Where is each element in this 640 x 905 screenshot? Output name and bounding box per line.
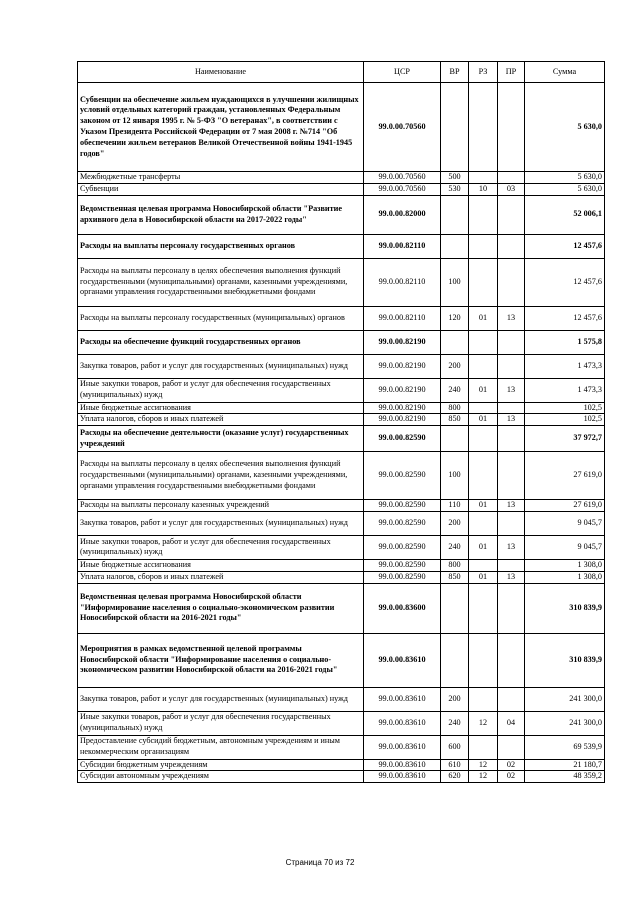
row-name: Иные бюджетные ассигнования [78, 402, 364, 414]
row-rz: 01 [469, 500, 498, 512]
row-pr [498, 402, 525, 414]
row-vr [441, 583, 469, 633]
row-pr: 02 [498, 759, 525, 771]
header-rz: РЗ [469, 62, 498, 83]
row-csr: 99.0.00.82590 [364, 500, 441, 512]
row-vr: 240 [441, 711, 469, 735]
row-pr [498, 452, 525, 500]
row-csr: 99.0.00.83610 [364, 735, 441, 759]
row-name: Мероприятия в рамках ведомственной целевой программы Новосибирской области "Информирование населения о социально-экономическом развитии Новосибирской области на 2016-2021 годы" [78, 633, 364, 687]
row-name: Иные закупки товаров, работ и услуг для обеспечения государственных (муниципальных) нужд [78, 711, 364, 735]
row-sum: 1 575,8 [525, 330, 605, 354]
row-rz [469, 354, 498, 378]
row-csr: 99.0.00.82590 [364, 511, 441, 535]
row-name: Уплата налогов, сборов и иных платежей [78, 571, 364, 583]
header-vr: ВР [441, 62, 469, 83]
row-pr [498, 511, 525, 535]
table-row [78, 83, 605, 172]
row-sum: 310 839,9 [525, 633, 605, 687]
row-rz [469, 426, 498, 452]
row-pr: 13 [498, 378, 525, 402]
row-vr: 240 [441, 378, 469, 402]
row-vr: 120 [441, 306, 469, 330]
row-vr: 500 [441, 172, 469, 184]
row-name: Закупка товаров, работ и услуг для государственных (муниципальных) нужд [78, 687, 364, 711]
row-rz [469, 452, 498, 500]
row-pr [498, 195, 525, 234]
row-csr: 99.0.00.82110 [364, 234, 441, 258]
row-name: Субвенции на обеспечение жильем нуждающихся в улучшении жилищных условий отдельных категорий граждан, установленных Федеральным законом от 12 января 1995 г. № 5-ФЗ "О ветеранах", в соответствии с Указом Президента Российской Федерации от 7 мая 2008 г. №714 "Об обеспечении жильем ветеранов Великой Отечественной войны 1941-1945 годов" [78, 83, 364, 172]
row-pr: 13 [498, 414, 525, 426]
table-row [78, 771, 605, 783]
row-csr: 99.0.00.82590 [364, 559, 441, 571]
row-csr: 99.0.00.82190 [364, 402, 441, 414]
table-row [78, 195, 605, 234]
row-csr: 99.0.00.82590 [364, 426, 441, 452]
row-rz [469, 559, 498, 571]
row-vr: 850 [441, 571, 469, 583]
row-pr [498, 426, 525, 452]
budget-table [77, 61, 605, 783]
row-pr [498, 687, 525, 711]
row-rz [469, 687, 498, 711]
row-vr: 600 [441, 735, 469, 759]
row-vr: 620 [441, 771, 469, 783]
row-sum: 5 630,0 [525, 83, 605, 172]
row-pr [498, 234, 525, 258]
row-pr: 13 [498, 571, 525, 583]
row-rz: 12 [469, 759, 498, 771]
header-name: Наименование [78, 62, 364, 83]
row-pr: 13 [498, 500, 525, 512]
row-pr: 13 [498, 306, 525, 330]
table-row [78, 378, 605, 402]
row-csr: 99.0.00.82590 [364, 571, 441, 583]
row-csr: 99.0.00.82590 [364, 452, 441, 500]
row-vr: 800 [441, 402, 469, 414]
row-sum: 1 473,3 [525, 378, 605, 402]
table-row [78, 306, 605, 330]
row-csr: 99.0.00.70560 [364, 83, 441, 172]
row-rz [469, 511, 498, 535]
row-csr: 99.0.00.82190 [364, 378, 441, 402]
row-vr [441, 426, 469, 452]
row-name: Расходы на выплаты персоналу казенных учреждений [78, 500, 364, 512]
row-rz [469, 330, 498, 354]
table-header-row [78, 62, 605, 83]
row-pr [498, 258, 525, 306]
row-sum: 52 006,1 [525, 195, 605, 234]
row-rz: 01 [469, 306, 498, 330]
row-sum: 310 839,9 [525, 583, 605, 633]
row-sum: 27 619,0 [525, 452, 605, 500]
table-row [78, 452, 605, 500]
row-pr [498, 172, 525, 184]
row-name: Предоставление субсидий бюджетным, автономным учреждениям и иным некоммерческим организациям [78, 735, 364, 759]
row-pr [498, 559, 525, 571]
row-name: Расходы на выплаты персоналу в целях обеспечения выполнения функций государственными (муниципальными) органами, казенными учреждениями, органами управления государственными внебюджетными фондами [78, 258, 364, 306]
row-sum: 5 630,0 [525, 183, 605, 195]
row-csr: 99.0.00.83610 [364, 771, 441, 783]
table-row [78, 258, 605, 306]
row-sum: 27 619,0 [525, 500, 605, 512]
row-rz [469, 234, 498, 258]
table-row [78, 759, 605, 771]
table-row [78, 426, 605, 452]
row-sum: 9 045,7 [525, 511, 605, 535]
row-csr: 99.0.00.82000 [364, 195, 441, 234]
row-sum: 102,5 [525, 414, 605, 426]
row-csr: 99.0.00.70560 [364, 183, 441, 195]
row-pr: 13 [498, 535, 525, 559]
row-sum: 12 457,6 [525, 234, 605, 258]
table-row [78, 535, 605, 559]
row-pr [498, 633, 525, 687]
row-csr: 99.0.00.83610 [364, 711, 441, 735]
header-csr: ЦСР [364, 62, 441, 83]
table-row [78, 711, 605, 735]
row-vr [441, 633, 469, 687]
row-name: Расходы на выплаты персоналу в целях обеспечения выполнения функций государственными (муниципальными) органами, казенными учреждениями, органами управления государственными внебюджетными фондами [78, 452, 364, 500]
table-row [78, 414, 605, 426]
row-rz: 01 [469, 535, 498, 559]
row-pr: 03 [498, 183, 525, 195]
row-vr: 200 [441, 687, 469, 711]
row-rz: 01 [469, 571, 498, 583]
row-csr: 99.0.00.82110 [364, 306, 441, 330]
table-row [78, 687, 605, 711]
row-pr: 02 [498, 771, 525, 783]
row-pr [498, 354, 525, 378]
row-name: Уплата налогов, сборов и иных платежей [78, 414, 364, 426]
row-vr [441, 234, 469, 258]
header-sum: Сумма [525, 62, 605, 83]
row-rz: 01 [469, 414, 498, 426]
row-name: Субвенции [78, 183, 364, 195]
row-sum: 5 630,0 [525, 172, 605, 184]
row-name: Субсидии автономным учреждениям [78, 771, 364, 783]
row-sum: 241 300,0 [525, 687, 605, 711]
row-rz [469, 172, 498, 184]
row-vr: 850 [441, 414, 469, 426]
row-vr: 240 [441, 535, 469, 559]
row-name: Расходы на выплаты персоналу государственных (муниципальных) органов [78, 306, 364, 330]
row-csr: 99.0.00.83610 [364, 687, 441, 711]
header-pr: ПР [498, 62, 525, 83]
row-name: Расходы на обеспечение функций государственных органов [78, 330, 364, 354]
row-csr: 99.0.00.82190 [364, 330, 441, 354]
row-sum: 48 359,2 [525, 771, 605, 783]
row-vr: 110 [441, 500, 469, 512]
table-row [78, 559, 605, 571]
row-sum: 37 972,7 [525, 426, 605, 452]
row-rz [469, 402, 498, 414]
row-vr: 610 [441, 759, 469, 771]
row-name: Расходы на выплаты персоналу государственных органов [78, 234, 364, 258]
row-rz: 12 [469, 711, 498, 735]
table-row [78, 354, 605, 378]
row-rz: 12 [469, 771, 498, 783]
row-sum: 21 180,7 [525, 759, 605, 771]
row-csr: 99.0.00.83610 [364, 759, 441, 771]
row-pr: 04 [498, 711, 525, 735]
row-rz [469, 258, 498, 306]
row-sum: 102,5 [525, 402, 605, 414]
row-name: Иные бюджетные ассигнования [78, 559, 364, 571]
table-row [78, 234, 605, 258]
row-name: Иные закупки товаров, работ и услуг для обеспечения государственных (муниципальных) нужд [78, 378, 364, 402]
table-row [78, 402, 605, 414]
row-vr: 800 [441, 559, 469, 571]
row-sum: 1 308,0 [525, 571, 605, 583]
table-row [78, 172, 605, 184]
row-name: Иные закупки товаров, работ и услуг для обеспечения государственных (муниципальных) нужд [78, 535, 364, 559]
row-vr: 200 [441, 511, 469, 535]
row-sum: 12 457,6 [525, 306, 605, 330]
table-row [78, 583, 605, 633]
row-name: Ведомственная целевая программа Новосибирской области "Развитие архивного дела в Новосибирской области на 2017-2022 годы" [78, 195, 364, 234]
table-row [78, 500, 605, 512]
row-csr: 99.0.00.82190 [364, 354, 441, 378]
row-vr [441, 330, 469, 354]
row-sum: 1 473,3 [525, 354, 605, 378]
row-rz [469, 583, 498, 633]
row-pr [498, 735, 525, 759]
row-sum: 1 308,0 [525, 559, 605, 571]
table-row [78, 330, 605, 354]
row-vr: 200 [441, 354, 469, 378]
row-csr: 99.0.00.82190 [364, 414, 441, 426]
row-rz [469, 195, 498, 234]
row-name: Межбюджетные трансферты [78, 172, 364, 184]
row-vr: 530 [441, 183, 469, 195]
table-row [78, 735, 605, 759]
table-row [78, 571, 605, 583]
row-pr [498, 330, 525, 354]
row-csr: 99.0.00.83600 [364, 583, 441, 633]
row-csr: 99.0.00.83610 [364, 633, 441, 687]
row-sum: 12 457,6 [525, 258, 605, 306]
row-rz [469, 735, 498, 759]
row-sum: 69 539,9 [525, 735, 605, 759]
budget-table-container [77, 61, 605, 783]
row-vr [441, 83, 469, 172]
row-name: Субсидии бюджетным учреждениям [78, 759, 364, 771]
row-name: Закупка товаров, работ и услуг для государственных (муниципальных) нужд [78, 511, 364, 535]
table-row [78, 633, 605, 687]
row-pr [498, 583, 525, 633]
row-rz [469, 83, 498, 172]
row-rz: 01 [469, 378, 498, 402]
row-vr [441, 195, 469, 234]
row-rz: 10 [469, 183, 498, 195]
row-sum: 9 045,7 [525, 535, 605, 559]
row-sum: 241 300,0 [525, 711, 605, 735]
row-vr: 100 [441, 258, 469, 306]
page-footer [0, 858, 640, 867]
page-number-label: Страница 70 из 72 [285, 858, 355, 867]
row-rz [469, 633, 498, 687]
table-row [78, 183, 605, 195]
row-csr: 99.0.00.82590 [364, 535, 441, 559]
row-name: Ведомственная целевая программа Новосибирской области "Информирование населения о социально-экономическом развитии Новосибирской области на 2016-2021 годы" [78, 583, 364, 633]
row-pr [498, 83, 525, 172]
row-name: Закупка товаров, работ и услуг для государственных (муниципальных) нужд [78, 354, 364, 378]
row-name: Расходы на обеспечение деятельности (оказание услуг) государственных учреждений [78, 426, 364, 452]
table-row [78, 511, 605, 535]
row-vr: 100 [441, 452, 469, 500]
row-csr: 99.0.00.70560 [364, 172, 441, 184]
row-csr: 99.0.00.82110 [364, 258, 441, 306]
